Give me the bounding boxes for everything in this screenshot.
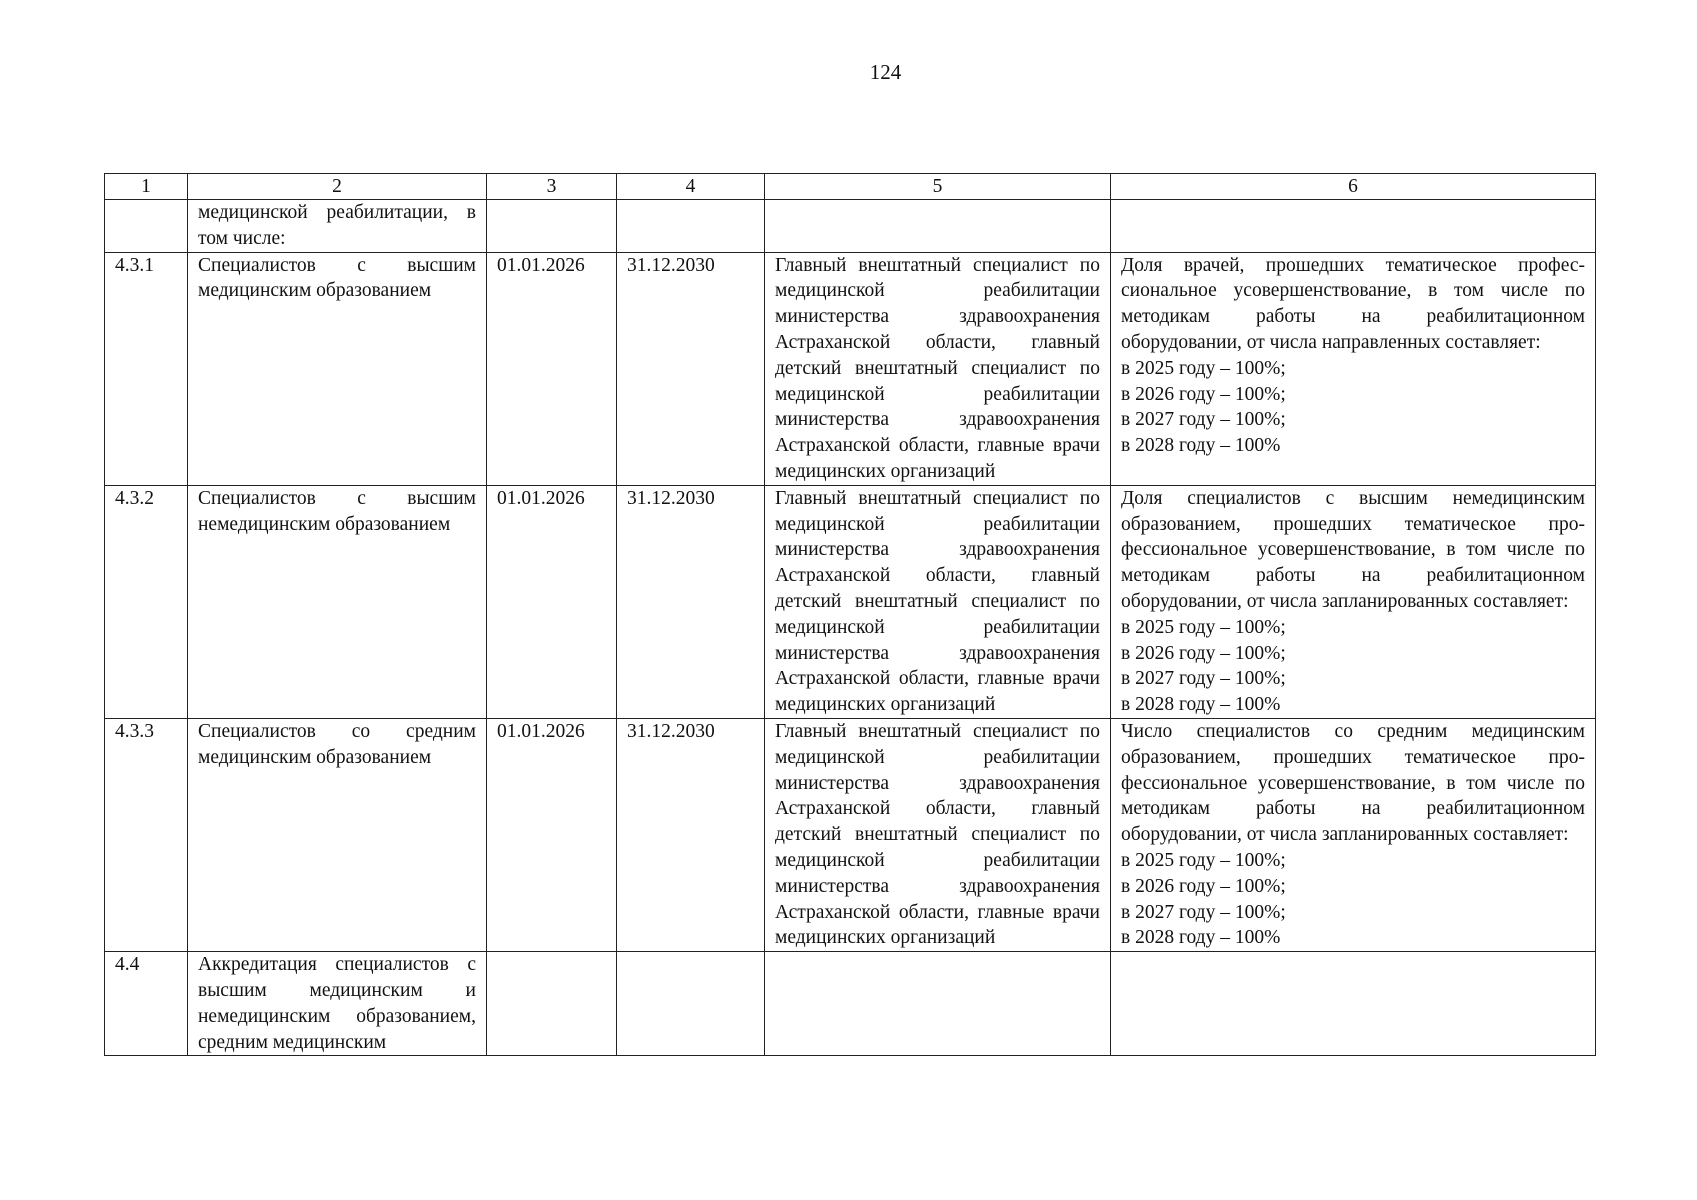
- start-date: [487, 200, 617, 253]
- result-text: Доля специалистов с высшим немедицинским образованием, прошедших тематическое профессиональное усовершенствование, в том числе по методикам работы на реабилитационном оборудовании, от числа запланированных составляет:: [1121, 487, 1585, 612]
- table-row: [105, 200, 1596, 253]
- result: [1111, 200, 1596, 253]
- responsible: Главный внештатный специалист по медицинской реабилитации министерства здравоохранения Астраханской области, главный детский внештатный специалист по медицинской реабилитации министерства здравоохранения Астраханской области, главные врачи медицинских организаций: [765, 252, 1111, 485]
- result-text: Число специалистов со средним медицинским образованием, прошедших тематическое профессиональное усовершенствование, в том числе по методикам работы на реабилитационном оборудовании, от числа запланированных составляет:: [1121, 720, 1585, 846]
- item-name: Специалистов с высшим медицинским образованием: [188, 252, 487, 485]
- result-line: в 2025 году – 100%;: [1121, 849, 1286, 871]
- result-line: в 2027 году – 100%;: [1121, 668, 1286, 690]
- item-number: 4.4: [105, 952, 188, 1056]
- result-line: в 2026 году – 100%;: [1121, 875, 1286, 897]
- table-row: [105, 718, 1596, 951]
- item-number: 4.3.1: [105, 252, 188, 485]
- end-date: 31.12.2030: [617, 718, 765, 951]
- result-line: в 2025 году – 100%;: [1121, 357, 1286, 379]
- result-text: Доля врачей, прошедших тематическое профессиональное усовершенствование, в том числе по методикам работы на реабилитационном оборудовании, от числа направленных составляет:: [1121, 254, 1585, 353]
- item-number: [105, 200, 188, 253]
- page-number: 124: [869, 60, 902, 84]
- item-number: 4.3.3: [105, 718, 188, 951]
- result: [1111, 485, 1596, 718]
- column-header: 3: [487, 174, 617, 200]
- result-line: в 2026 году – 100%;: [1121, 383, 1286, 405]
- plan-table: [104, 173, 1596, 1056]
- column-header: 2: [188, 174, 487, 200]
- item-number: 4.3.2: [105, 485, 188, 718]
- responsible: [765, 952, 1111, 1056]
- column-header: 5: [765, 174, 1111, 200]
- result-line: в 2028 году – 100%: [1121, 927, 1281, 949]
- result: [1111, 252, 1596, 485]
- end-date: 31.12.2030: [617, 485, 765, 718]
- item-name: Специалистов со средним медицинским образованием: [188, 718, 487, 951]
- end-date: 31.12.2030: [617, 252, 765, 485]
- result-line: в 2026 году – 100%;: [1121, 642, 1286, 664]
- table-row: [105, 485, 1596, 718]
- table-row: [105, 952, 1596, 1056]
- end-date: [617, 952, 765, 1056]
- table-row: [105, 252, 1596, 485]
- start-date: [487, 952, 617, 1056]
- result-line: в 2028 году – 100%: [1121, 694, 1281, 716]
- column-header: 1: [105, 174, 188, 200]
- column-header: 6: [1111, 174, 1596, 200]
- result-line: в 2027 году – 100%;: [1121, 901, 1286, 923]
- responsible: Главный внештатный специалист по медицинской реабилитации министерства здравоохранения Астраханской области, главный детский внештатный специалист по медицинской реабилитации министерства здравоохранения Астраханской области, главные врачи медицинских организаций: [765, 718, 1111, 951]
- end-date: [617, 200, 765, 253]
- header-row: [105, 174, 1596, 200]
- result-line: в 2027 году – 100%;: [1121, 409, 1286, 431]
- item-name: Специалистов с высшим немедицинским образованием: [188, 485, 487, 718]
- result-line: в 2028 году – 100%: [1121, 435, 1281, 457]
- start-date: 01.01.2026: [487, 718, 617, 951]
- result: [1111, 718, 1596, 951]
- item-name: медицинской реабилитации, в том числе:: [188, 200, 487, 253]
- start-date: 01.01.2026: [487, 252, 617, 485]
- responsible: Главный внештатный специалист по медицинской реабилитации министерства здравоохранения Астраханской области, главный детский внештатный специалист по медицинской реабилитации министерства здравоохранения Астраханской области, главные врачи медицинских организаций: [765, 485, 1111, 718]
- responsible: [765, 200, 1111, 253]
- result: [1111, 952, 1596, 1056]
- column-header: 4: [617, 174, 765, 200]
- start-date: 01.01.2026: [487, 485, 617, 718]
- item-name: Аккредитация специалистов с высшим медицинским и немедицинским образованием, средним медицинским: [188, 952, 487, 1056]
- result-line: в 2025 году – 100%;: [1121, 616, 1286, 638]
